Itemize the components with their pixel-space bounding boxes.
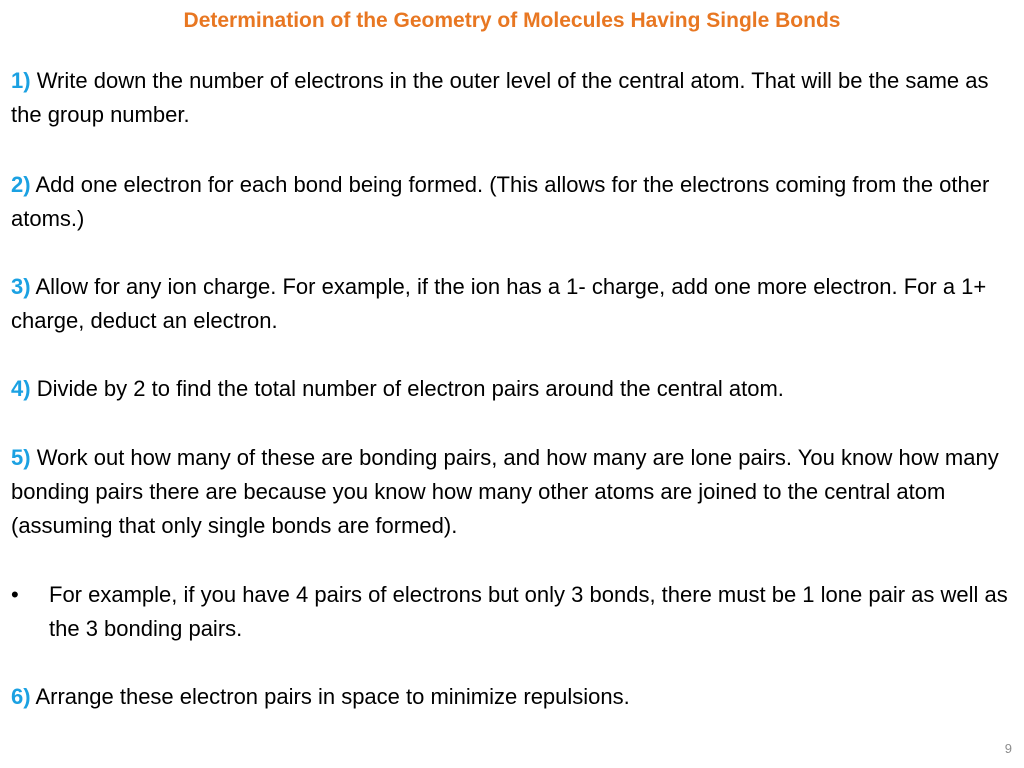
step-3 [11,270,1016,338]
step-6 [11,680,1016,714]
step-number: 2) [11,172,31,197]
bullet-item [11,578,1016,646]
step-4 [11,372,1016,406]
step-text: Arrange these electron pairs in space to minimize repulsions. [35,684,630,709]
step-number: 1) [11,68,31,93]
step-number: 3) [11,274,31,299]
page-number: 9 [1004,741,1012,756]
step-number: 6) [11,684,31,709]
step-number: 5) [11,445,31,470]
step-text: Divide by 2 to find the total number of electron pairs around the central atom. [36,376,784,401]
step-text: Write down the number of electrons in the outer level of the central atom. That will be the same as the group number. [11,68,989,127]
step-number: 4) [11,376,31,401]
step-text: Add one electron for each bond being formed. (This allows for the electrons coming from the other atoms.) [11,172,990,231]
bullet-point: • [11,582,19,607]
step-text: Allow for any ion charge. For example, if the ion has a 1- charge, add one more electron. For a 1+ charge, deduct an electron. [11,274,987,333]
step-1 [11,64,1016,132]
step-2 [11,168,1016,236]
slide-title: Determination of the Geometry of Molecules Having Single Bonds [183,9,841,32]
step-5 [11,441,1016,543]
step-text: Work out how many of these are bonding pairs, and how many are lone pairs. You know how many bonding pairs there are because you know how many other atoms are joined to the central atom (assuming that only single bonds are formed). [11,445,999,538]
bullet-text: For example, if you have 4 pairs of electrons but only 3 bonds, there must be 1 lone pair as well as the 3 bonding pairs. [49,582,1008,641]
